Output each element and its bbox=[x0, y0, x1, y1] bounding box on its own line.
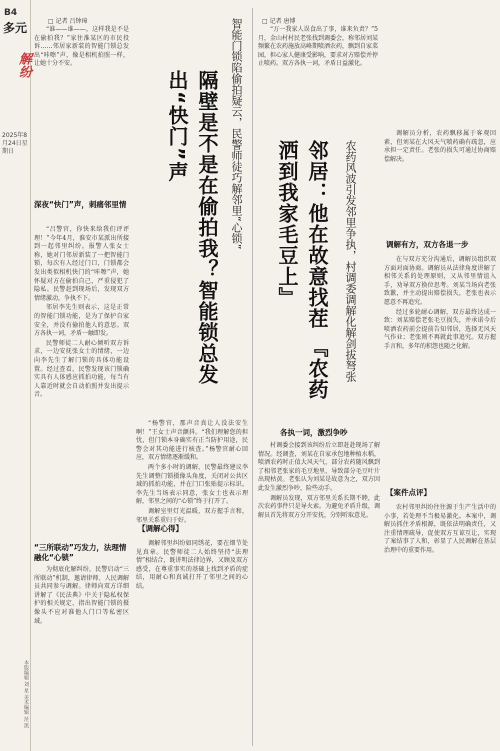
left-lead bbox=[34, 26, 129, 196]
right-s2-p1: 在与双方充分沟通后，调解员组织双方面对面协商。调解员从法律角度讲解了相邻关系的处理原则，又从邻里情谊入手，劝导双方换位思考。刘某当场向老张致歉，并主动提出赔偿损失，老张也表示愿意不再追究。 bbox=[384, 256, 496, 306]
left-section1-body bbox=[34, 226, 129, 541]
right-s3-text: 农村邻里纠纷往往源于生产生活中的小事，若处理不当极易激化。本案中，调解员抓住矛盾根源，既依法明确责任，又注重情理疏导，促使双方互谅互让，实现了案结事了人和，彰显了人民调解在基层治理中的重要作用。 bbox=[384, 504, 496, 554]
right-s2-p2: 经过多轮耐心调解，双方最终达成一致：刘某赔偿老张毛豆损失，并承诺今后喷洒农药前会提前告知邻居，选择无风天气作业；老张则不再就此事追究。双方握手言和，多年的积怨也随之化解。 bbox=[384, 308, 496, 350]
left-s1-p1: “吕警官，你快来给我们评评理！”今年4月，淮安市某派出所接到一起邻里纠纷。报警人张女士称，她对门邻居新装了一把智能门锁，每次有人经过门口，门锁都会发出类似相机快门的“咔嚓”声，她怀疑对方在偷拍自己，严重侵犯了隐私。民警赶到现场后，发现双方情绪激动，争执不下。 bbox=[34, 226, 129, 302]
left-headline: 隔壁是不是在偷拍我？智能锁总发出“快门”声 bbox=[165, 70, 219, 385]
column-title: 多元 bbox=[3, 21, 28, 35]
left-section3-body bbox=[136, 540, 248, 745]
section-sidebar bbox=[0, 0, 31, 751]
right-subhead: 农药风波引发邻里争执，村调委调解化解剑拔弩张 bbox=[344, 140, 357, 382]
right-section1-title: 各执一词，激烈争吵 bbox=[280, 428, 348, 437]
left-section2-title: “三所联动”巧发力，法理情融化“心锁” bbox=[34, 543, 127, 562]
editor-credit: 本版编辑 刘 星 美术编辑 范 凯 bbox=[23, 660, 29, 728]
right-lead-text: “万一我家人误食出了事，谁来负责？”5月，金山村村民老张找到调委会，称邻居刘某频繁在农药施放高峰期喷洒农药，飘到自家菜园，担心家人健康受影响，要求对方赔偿并停止喷药。双方各执一词，矛盾日益激化。 bbox=[258, 26, 379, 68]
left-byline: □ 记者 吕钟璋 bbox=[48, 18, 88, 25]
left-section1-title: 深夜“快门”声，刺痛邻里情 bbox=[34, 200, 127, 209]
right-section2-title: 调解有方，双方各退一步 bbox=[386, 240, 469, 249]
left-rc-p3: 调解室里灯光温暖，双方握手言和，邻里关系重归于好。 bbox=[136, 507, 248, 524]
right-col-top bbox=[384, 130, 496, 230]
right-s1-p2: 调解员发现，双方邻里关系长期不睦，此次农药事件只是导火索。为避免矛盾升级，调解员首先将双方分开安抚，分别听取意见。 bbox=[258, 494, 380, 519]
right-col-top-text: 调解员分析，农药飘移属于客观因素，但刘某在大风天气喷药确有疏忽，应承担一定责任。老张的损失可通过协商赔偿解决。 bbox=[384, 130, 496, 163]
left-s2-text: 为彻底化解纠纷，民警启动“三所联动”机制，邀请律师、人民调解员共同参与调解。律师向双方详细讲解了《民法典》中关于隐私权保护的相关规定，指出智能门锁的摄像头不应对准他人门口等私密区域。 bbox=[34, 566, 129, 625]
right-s1-p1: 村调委会接到该纠纷后立即赶赴现场了解情况。经调查，刘某在自家承包地种植水稻，喷洒农药时正值大风天气，部分农药随风飘到了相邻老张家的毛豆地里，导致部分毛豆叶片出现枯黄。老张认为刘某是故意为之，双方因此发生激烈争吵，险些动手。 bbox=[258, 442, 380, 492]
page-number: B4 bbox=[4, 8, 18, 18]
column-subtitle: 解纷 bbox=[16, 52, 31, 78]
right-section1-body bbox=[258, 442, 380, 742]
left-rc-p2: 两个多小时的调解，民警最终建议李先生调整门锁摄像头角度，关闭对公共区域的抓拍功能，并在门口张贴提示标识。李先生当场表示同意，张女士也表示理解，邻里之间的“心锁”终于打开了。 bbox=[136, 463, 248, 506]
left-lead-text: “谁——谁——，这样我是不是在偷拍我？”家住淮某区的市民投诉……邻居家新装的智能门锁总发出“咔嚓”声，像是相机拍照一样，让她十分不安。 bbox=[34, 26, 129, 68]
left-rc-p1: “杨警官，那声音真让人没法安生啊！”王女士声音颤抖。“我们理解您的担忧，但门锁本身确实有正当防护用途，民警会对其功能进行核查。”杨警官耐心回应，双方情绪逐渐缓和。 bbox=[136, 420, 248, 462]
column-divider bbox=[252, 8, 253, 746]
left-s3-text: 调解邻里纠纷如同绣花，要在细节处见真章。民警师徒二人始终坚持“法理情”相结合，既讲明法律边界，又顾及双方感受，在尊重事实的基础上找到矛盾的症结，用耐心和真诚打开了邻里之间的心结。 bbox=[136, 540, 248, 590]
left-section2-body bbox=[34, 566, 129, 746]
right-lead bbox=[258, 26, 378, 131]
left-s1-p2: 邻居李先生则表示，这是正常的智能门锁功能，是为了保护自家安全，并没有偷拍他人的意思。双方各执一词，矛盾一触即发。 bbox=[34, 304, 129, 338]
left-right-col-top bbox=[136, 420, 248, 524]
issue-date: 2025年8月24日星期日 bbox=[2, 132, 28, 155]
right-section3-body bbox=[384, 504, 496, 744]
right-byline: □ 记者 唐博 bbox=[262, 18, 296, 25]
right-section2-body bbox=[384, 256, 496, 486]
right-section3-title: 【案件点评】 bbox=[386, 488, 431, 497]
left-subhead: 智能门锁陷偷拍疑云，民警师徒巧解邻里“心锁” bbox=[230, 18, 243, 250]
left-section3-title: 【调解心得】 bbox=[138, 524, 183, 533]
right-headline: 邻居：他在故意找茬 『农药洒到我家毛豆上』 bbox=[275, 140, 329, 400]
left-s1-p3: 民警师徒二人耐心倾听双方诉求，一边安抚张女士的情绪，一边向李先生了解门锁的具体功能设置。经过查看，民警发现该门锁确实具有人体感应抓拍功能，每当有人靠近时就会自动拍照并发出提示音。 bbox=[34, 339, 129, 399]
